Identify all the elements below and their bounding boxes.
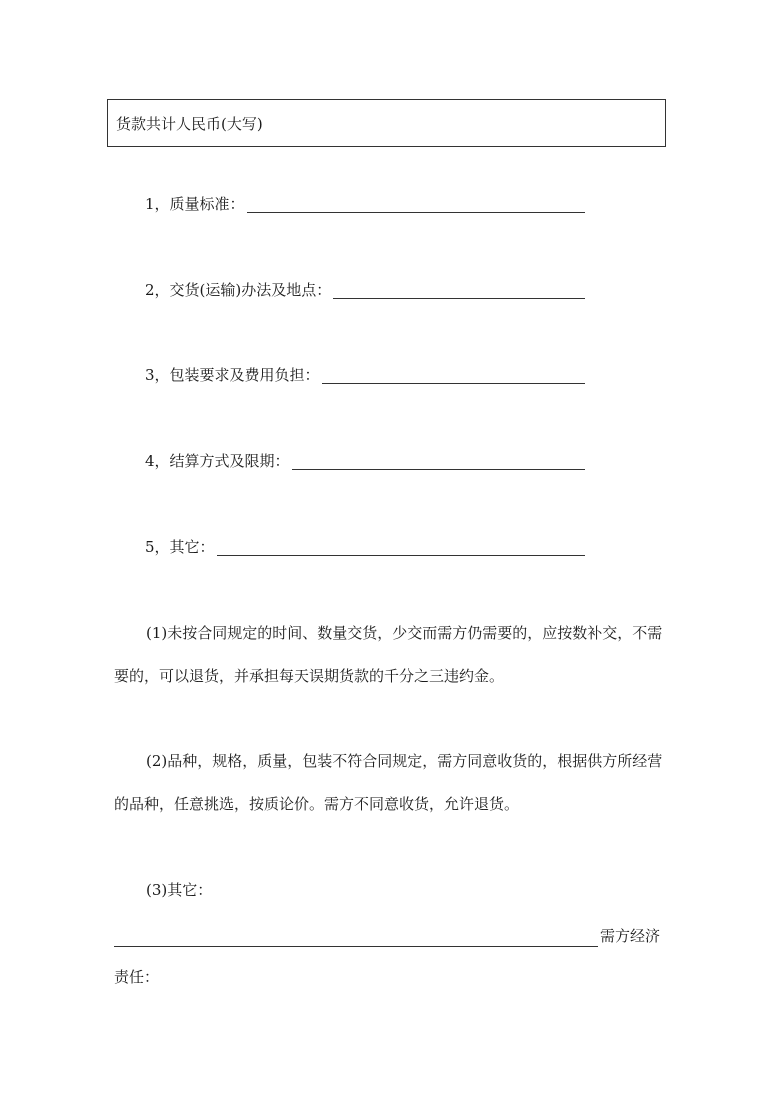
signature-continuation: 责任： [114,968,160,986]
fill-in-line-quality-standard[interactable] [247,196,585,213]
clause-3-line-1: (3)其它： [146,881,213,899]
field-delivery-method [145,279,585,299]
fill-in-line-delivery-method[interactable] [333,282,585,299]
fill-in-line-other[interactable] [217,539,585,556]
total-amount-label: 货款共计人民币(大写) [116,115,263,133]
total-amount-box [107,99,666,147]
field-quality-standard [145,193,585,213]
fill-in-line-clause-3[interactable] [114,930,598,947]
field-label-quality-standard: 1，质量标准： [145,195,245,213]
field-label-delivery-method: 2，交货(运输)办法及地点： [145,281,332,299]
clause-2-line-1: (2)品种，规格，质量，包装不符合同规定，需方同意收货的，根据供方所经营 [146,752,663,770]
clause-1-line-1: (1)未按合同规定的时间、数量交货，少交而需方仍需要的，应按数补交，不需 [146,624,663,642]
field-settlement [145,450,585,470]
fill-in-line-settlement[interactable] [292,453,585,470]
clause-1-line-2: 要的，可以退货，并承担每天误期货款的千分之三违约金。 [114,667,505,685]
field-label-settlement: 4，结算方式及限期： [145,452,290,470]
field-other [145,536,585,556]
field-label-other: 5，其它： [145,538,215,556]
field-label-packaging: 3，包装要求及费用负担： [145,366,320,384]
field-packaging [145,364,585,384]
signature-label: 需方经济 [600,927,661,945]
clause-2-line-2: 的品种，任意挑选，按质论价。需方不同意收货，允许退货。 [114,795,520,813]
fill-in-line-packaging[interactable] [322,367,585,384]
